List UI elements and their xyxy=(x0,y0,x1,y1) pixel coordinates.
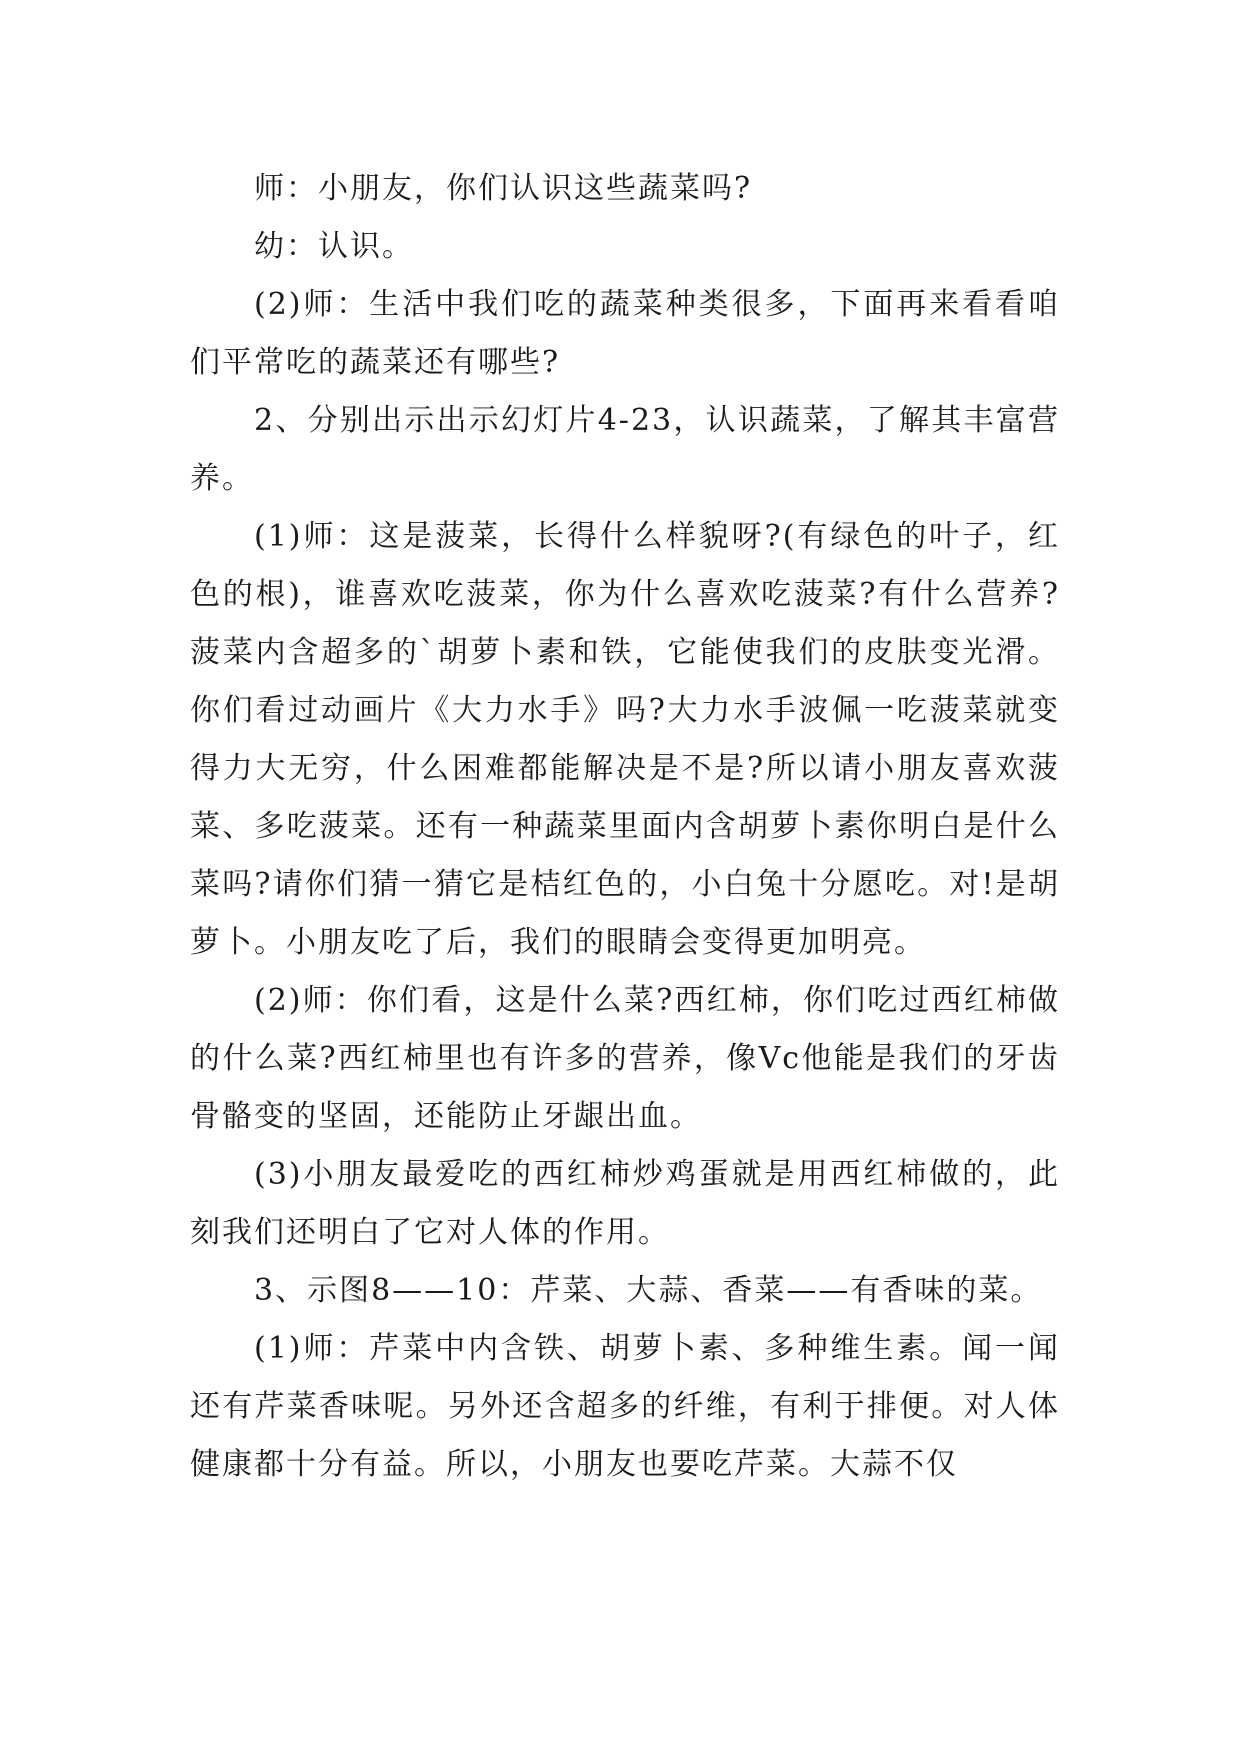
paragraph: 2、分别出示出示幻灯片4-23，认识蔬菜，了解其丰富营养。 xyxy=(190,403,1060,496)
paragraph: (2)师：生活中我们吃的蔬菜种类很多，下面再来看看咱们平常吃的蔬菜还有哪些? xyxy=(190,287,1060,380)
body-text xyxy=(190,160,1060,1494)
paragraph: 3、示图8——10：芹菜、大蒜、香菜——有香味的菜。 xyxy=(254,1273,1043,1308)
paragraph: (3)小朋友最爱吃的西红柿炒鸡蛋就是用西红柿做的，此刻我们还明白了它对人体的作用。 xyxy=(190,1157,1060,1250)
paragraph: 师：小朋友，你们认识这些蔬菜吗? xyxy=(254,171,753,206)
paragraph: 幼：认识。 xyxy=(254,229,414,264)
paragraph: (1)师：芹菜中内含铁、胡萝卜素、多种维生素。闻一闻还有芹菜香味呢。另外还含超多的纤维，有利于排便。对人体健康都十分有益。所以，小朋友也要吃芹菜。大蒜不仅 xyxy=(190,1331,1060,1482)
paragraph: (1)师：这是菠菜，长得什么样貌呀?(有绿色的叶子，红色的根)，谁喜欢吃菠菜，你为什么喜欢吃菠菜?有什么营养?菠菜内含超多的`胡萝卜素和铁，它能使我们的皮肤变光滑。你们看过动画片《大力水手》吗?大力水手波佩一吃菠菜就变得力大无穷，什么困难都能解决是不是?所以请小朋友喜欢菠菜、多吃菠菜。还有一种蔬菜里面内含胡萝卜素你明白是什么菜吗?请你们猜一猜它是桔红色的，小白兔十分愿吃。对!是胡萝卜。小朋友吃了后，我们的眼睛会变得更加明亮。 xyxy=(190,519,1060,960)
paragraph: (2)师：你们看，这是什么菜?西红柿，你们吃过西红柿做的什么菜?西红柿里也有许多的营养，像Vc他能是我们的牙齿骨骼变的坚固，还能防止牙龈出血。 xyxy=(190,983,1060,1134)
